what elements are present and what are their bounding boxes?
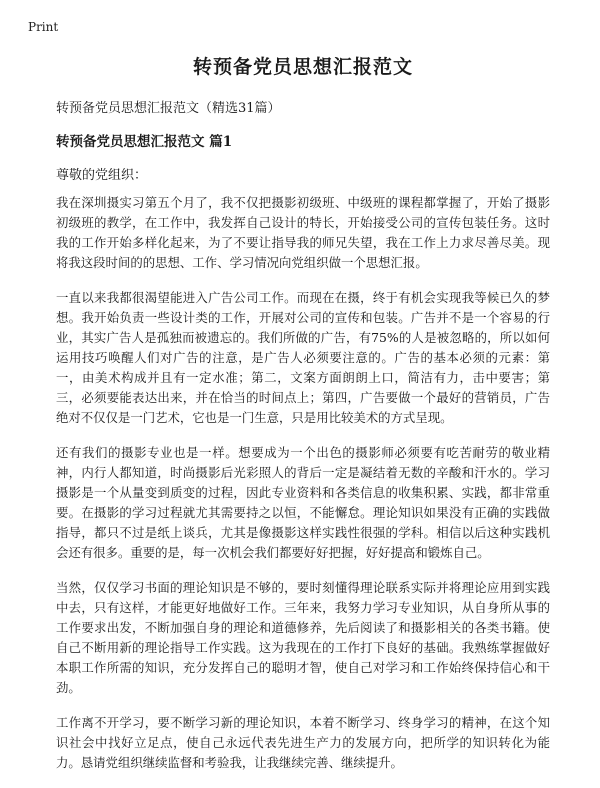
- document-page: [56, 52, 550, 788]
- paragraph-2: 一直以来我都很渴望能进入广告公司工作。而现在在摄，终于有机会实现我等候已久的梦想。我开始负责一些设计类的工作，开展对公司的宣传和包装。广告并不是一个容易的行业，其实广告人是孤独而被遗忘的。我们所做的广告，有75%的人是被忽略的，所以如何运用技巧唤醒人们对广告的注意，是广告人必须要注意的。广告的基本必须的元素：第一，由美术构成并且有一定水准；第二，文案方面朗朗上口，简洁有力，击中要害；第三，必须要能表达出来，并在恰当的时间点上；第四，广告要做一个最好的营销员，广告绝对不仅仅是一门艺术，它也是一门生意，只是用比较美术的方式呈现。: [56, 290, 550, 425]
- paragraph-5: 工作离不开学习，要不断学习新的理论知识，本着不断学习、终身学习的精神，在这个知识社会中找好立足点，使自己永远代表先进生产力的发展方向，把所学的知识转化为能力。恳请党组织继续监督和考验我，让我继续完善、继续提升。: [56, 715, 550, 770]
- salutation: 尊敬的党组织：: [56, 168, 148, 183]
- print-link[interactable]: Print: [28, 20, 59, 34]
- paragraph-4: 当然，仅仅学习书面的理论知识是不够的，要时刻懂得理论联系实际并将理论应用到实践中去，只有这样，才能更好地做好工作。三年来，我努力学习专业知识，从自身所从事的工作要求出发，不断加强自身的理论和道德修养，先后阅读了和摄影相关的各类书籍。使自己不断用新的理论指导工作实践。这为我现在的工作打下良好的基础。我熟练掌握做好本职工作所需的知识，充分发挥自己的聪明才智，使自己对学习和工作始终保持信心和干劲。: [56, 580, 550, 695]
- document-title: 转预备党员思想汇报范文: [192, 56, 413, 78]
- paragraph-3: 还有我们的摄影专业也是一样。想要成为一个出色的摄影师必须要有吃苦耐劳的敬业精神，内行人都知道，时尚摄影后光彩照人的背后一定是凝结着无数的辛酸和汗水的。学习摄影是一个从量变到质变的过程，因此专业资料和各类信息的收集积累、实践，都非常重要。在摄影的学习过程就尤其需要持之以恒，不能懈怠。理论知识如果没有正确的实践做指导，都只不过是纸上谈兵，尤其是像摄影这样实践性很强的学科。相信以后这种实践机会还有很多。重要的是，每一次机会我们都要好好把握，好好提高和锻炼自己。: [56, 445, 550, 560]
- paragraph-1: 我在深圳摄实习第五个月了，我不仅把摄影初级班、中级班的课程都掌握了，开始了摄影初级班的教学，在工作中，我发挥自己设计的特长，开始接受公司的宣传包装任务。这时我的工作开始多样化起来，为了不要让指导我的师兄失望，我在工作上力求尽善尽美。现将我这段时间的的思想、工作、学习情况向党组织做一个思想汇报。: [56, 195, 550, 270]
- document-subtitle: 转预备党员思想汇报范文（精选31篇）: [56, 101, 281, 116]
- section-heading: 转预备党员思想汇报范文 篇1: [56, 134, 233, 150]
